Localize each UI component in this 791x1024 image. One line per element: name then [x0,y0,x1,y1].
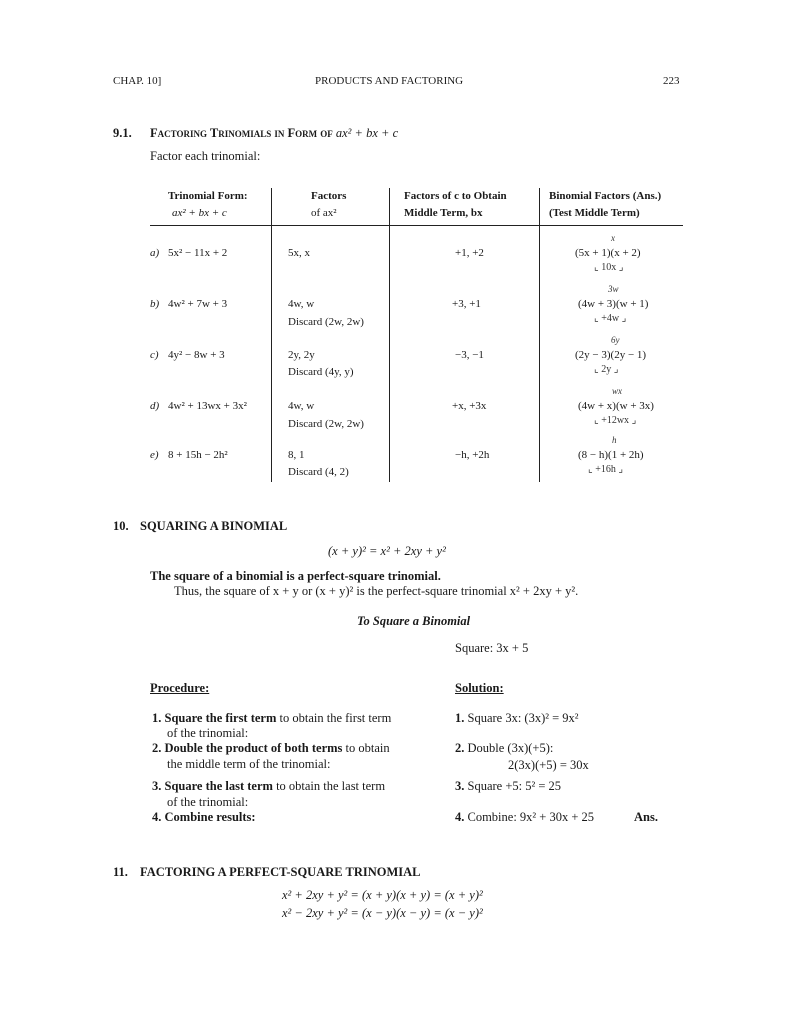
row-trinomial: 5x² − 11x + 2 [168,247,228,259]
middle-term-hook: ⌞ 2y ⌟ [594,364,619,375]
table-header-factors: Factors [311,190,347,202]
step-rest: to obtain the last term [272,779,386,793]
solution-step [455,810,594,825]
step-continuation: of the trinomial: [167,726,249,740]
row-middle-term: 2y [601,364,612,375]
solution-label: Solution: [455,681,504,695]
row-discard: Discard (2w, 2w) [288,316,364,328]
row-label: d) [150,400,160,412]
row-binomial: (4w + 3)(w + 1) [578,298,649,310]
row-binomial: (5x + 1)(x + 2) [575,247,641,259]
procedure-step-text [152,741,390,756]
step-number: 2. [152,741,162,755]
table-column-divider [389,188,390,482]
step-emphasis: Combine results: [164,810,256,824]
step-number: 2. [455,741,465,755]
step-emphasis: Double the product of both terms [164,741,343,755]
row-binomial: (2y − 3)(2y − 1) [575,349,647,361]
row-factors: 4w, w [288,400,315,412]
section-heading-words: Factoring Trinomials in Form of [150,126,333,140]
row-label: b) [150,298,160,310]
square-example-label: Square: 3x + 5 [455,641,529,655]
answer-marker: Ans. [634,810,658,824]
procedure-label: Procedure: [150,681,210,695]
row-trinomial: 8 + 15h − 2h² [168,449,228,461]
section-number-11: 11. [113,865,128,879]
step-number: 3. [455,779,465,793]
outer-product-arc: h [612,435,617,445]
instruction-text: Factor each trinomial: [150,149,261,163]
row-binomial: (4w + x)(w + 3x) [578,400,654,412]
row-c-factors: +3, +1 [452,298,481,310]
outer-product-arc: 6y [611,335,620,345]
table-header-factors-sub: of ax² [311,207,337,219]
outer-product-arc: 3w [608,284,619,294]
step-emphasis: Square the first term [164,711,277,725]
row-factors: 8, 1 [288,449,305,461]
row-c-factors: +1, +2 [455,247,484,259]
solution-text: Square 3x: (3x)² = 9x² [467,711,579,725]
row-binomial: (8 − h)(1 + 2h) [578,449,644,461]
row-label: a) [150,247,160,259]
row-trinomial: 4y² − 8w + 3 [168,349,225,361]
solution-continuation: 2(3x)(+5) = 30x [508,758,589,772]
row-factors: 4w, w [288,298,315,310]
row-factors: 2y, 2y [288,349,315,361]
row-c-factors: −h, +2h [455,449,490,461]
step-rest: to obtain [342,741,390,755]
solution-step [455,779,561,794]
row-factors: 5x, x [288,247,310,259]
middle-term-hook: ⌞ +16h ⌟ [588,464,624,475]
perfect-square-formula-plus: x² + 2xy + y² = (x + y)(x + y) = (x + y)² [282,888,483,902]
row-label: e) [150,449,159,461]
table-header-binomial: Binomial Factors (Ans.) [549,190,662,202]
row-discard: Discard (2w, 2w) [288,418,364,430]
solution-text: Double (3x)(+5): [467,741,554,755]
section-heading-math: ax² + bx + c [335,126,399,140]
perfect-square-formula-minus: x² − 2xy + y² = (x − y)(x − y) = (x − y)² [282,906,483,920]
row-discard: Discard (4y, y) [288,366,354,378]
row-c-factors: +x, +3x [452,400,487,412]
running-header-title: PRODUCTS AND FACTORING [315,75,464,87]
binomial-square-formula: (x + y)² = x² + 2xy + y² [328,544,446,558]
table-column-divider [539,188,540,482]
solution-step [455,711,579,726]
step-number: 1. [152,711,162,725]
perfect-square-example: Thus, the square of x + y or (x + y)² is the perfect-square trinomial x² + 2xy + y². [174,584,579,598]
table-header-c-factors-sub: Middle Term, bx [404,207,483,219]
page-number: 223 [663,75,680,87]
row-middle-term: +12wx [601,415,630,426]
row-trinomial: 4w² + 7w + 3 [168,298,228,310]
table-header-c-factors: Factors of c to Obtain [404,190,507,202]
row-c-factors: −3, −1 [455,349,484,361]
middle-term-hook: ⌞ +12wx ⌟ [594,415,637,426]
solution-text: Combine: 9x² + 30x + 25 [467,810,595,824]
step-number: 4. [152,810,162,824]
procedure-step-text [152,711,391,726]
table-header-rule [150,225,683,226]
outer-product-arc: x [611,233,615,243]
section-heading-11: FACTORING A PERFECT-SQUARE TRINOMIAL [140,865,421,879]
procedure-subheading: To Square a Binomial [357,614,471,628]
table-column-divider [271,188,272,482]
step-number: 4. [455,810,465,824]
row-label: c) [150,349,159,361]
procedure-step-text [152,779,385,794]
step-rest: to obtain the first term [276,711,392,725]
outer-product-arc: wx [612,386,622,396]
row-discard: Discard (4, 2) [288,466,349,478]
perfect-square-statement: The square of a binomial is a perfect-square trinomial. [150,569,441,583]
step-number: 3. [152,779,162,793]
section-number-10: 10. [113,519,129,533]
section-number-9-1: 9.1. [113,126,132,140]
row-middle-term: +4w [601,313,620,324]
step-number: 1. [455,711,465,725]
row-trinomial: 4w² + 13wx + 3x² [168,400,247,412]
step-continuation: the middle term of the trinomial: [167,757,331,771]
step-emphasis: Square the last term [164,779,273,793]
table-header-trinomial: Trinomial Form: [168,190,248,202]
table-header-binomial-sub: (Test Middle Term) [549,207,640,219]
middle-term-hook: ⌞ +4w ⌟ [594,313,627,324]
solution-step [455,741,553,756]
section-heading-9-1 [150,126,398,141]
section-heading-10: SQUARING A BINOMIAL [140,519,288,533]
middle-term-hook: ⌞ 10x ⌟ [594,262,624,273]
row-middle-term: +16h [595,464,616,475]
running-header-chapter: CHAP. 10] [113,75,162,87]
procedure-step-text [152,810,256,825]
step-continuation: of the trinomial: [167,795,249,809]
solution-text: Square +5: 5² = 25 [467,779,562,793]
row-middle-term: 10x [601,262,617,273]
table-header-trinomial-sub: ax² + bx + c [172,207,227,219]
